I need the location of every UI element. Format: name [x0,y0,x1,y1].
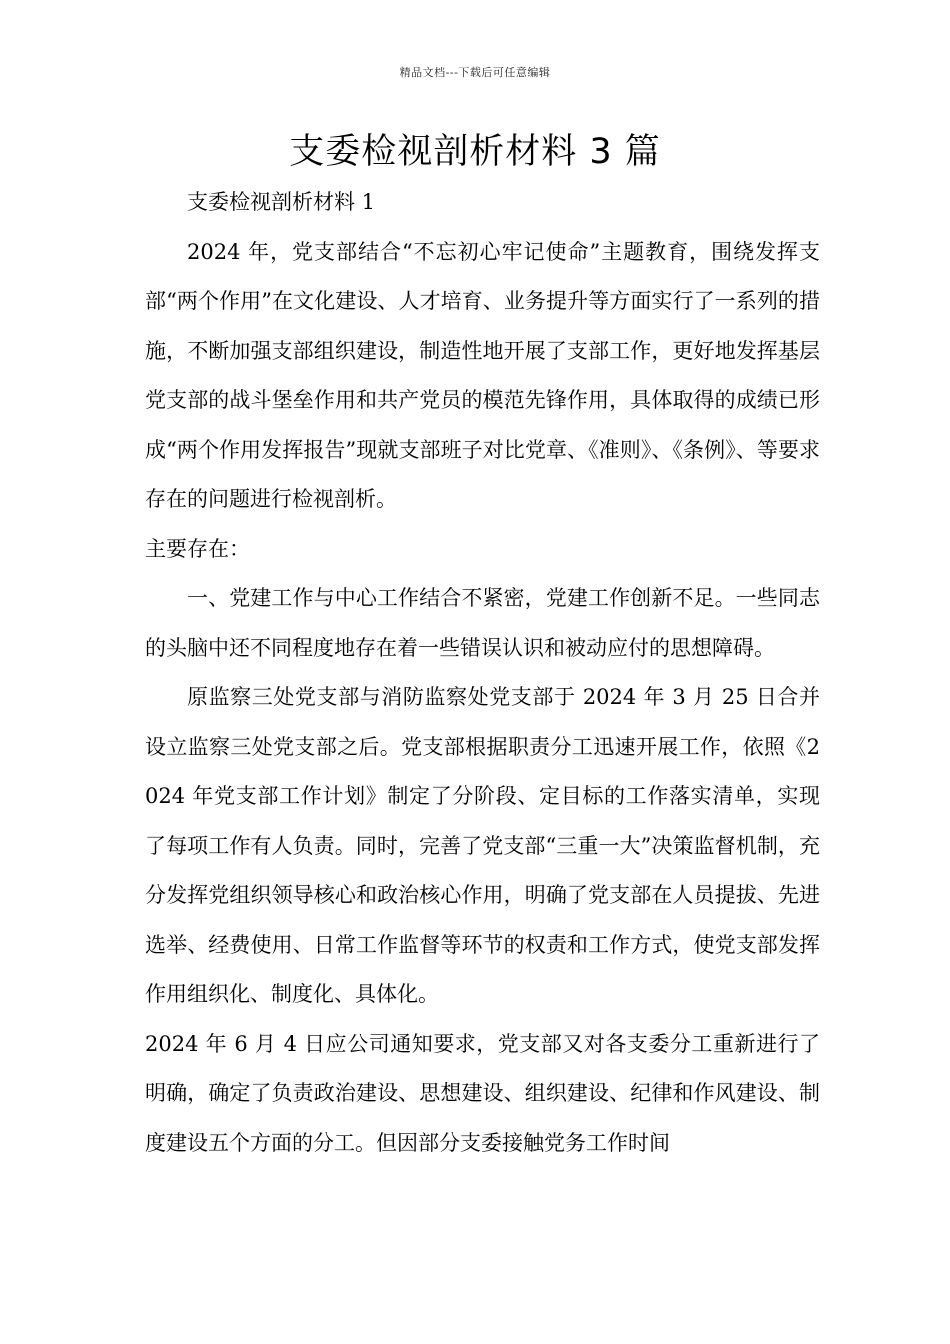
paragraph-main-issues: 主要存在： [145,536,250,561]
document-body [145,178,820,1168]
paragraph-intro: 2024 年，党支部结合“不忘初心牢记使命”主题教育，围绕发挥支部“两个作用”在文化建设、人才培育、业务提升等方面实行了一系列的措施，不断加强支部组织建设，制造性地开展了支部工作，更好地发挥基层党支部的战斗堡垒作用和共产党员的模范先锋作用，具体取得的成绩已形成“两个作用发挥报告”现就支部班子对比党章、《准则》、《条例》、等要求存在的问题进行检视剖析。 [145,239,820,511]
paragraph-merger: 原监察三处党支部与消防监察处党支部于 2024 年 3 月 25 日合并设立监察三处党支部之后。党支部根据职责分工迅速开展工作，依照《2024 年党支部工作计划》制定了分阶段、定目标的工作落实清单，实现了每项工作有人负责。同时，完善了党支部“三重一大”决策监督机制，充分发挥党组织领导核心和政治核心作用，明确了党支部在人员提拔、先进选举、经费使用、日常工作监督等环节的权责和工作方式，使党支部发挥作用组织化、制度化、具体化。 [145,685,820,1006]
paragraph-division: 2024 年 6 月 4 日应公司通知要求，党支部又对各支委分工重新进行了明确，确定了负责政治建设、思想建设、组织建设、纪律和作风建设、制度建设五个方面的分工。但因部分支委接触党务工作时间 [145,1031,820,1155]
paragraph-issue-one: 一、党建工作与中心工作结合不紧密，党建工作创新不足。一些同志的头脑中还不同程度地存在着一些错误认识和被动应付的思想障碍。 [145,586,820,660]
section-heading: 支委检视剖析材料 1 [187,190,376,214]
document-title: 支委检视剖析材料 3 篇 [289,132,661,172]
header-note: 精品文档---下载后可任意编辑 [399,66,551,79]
